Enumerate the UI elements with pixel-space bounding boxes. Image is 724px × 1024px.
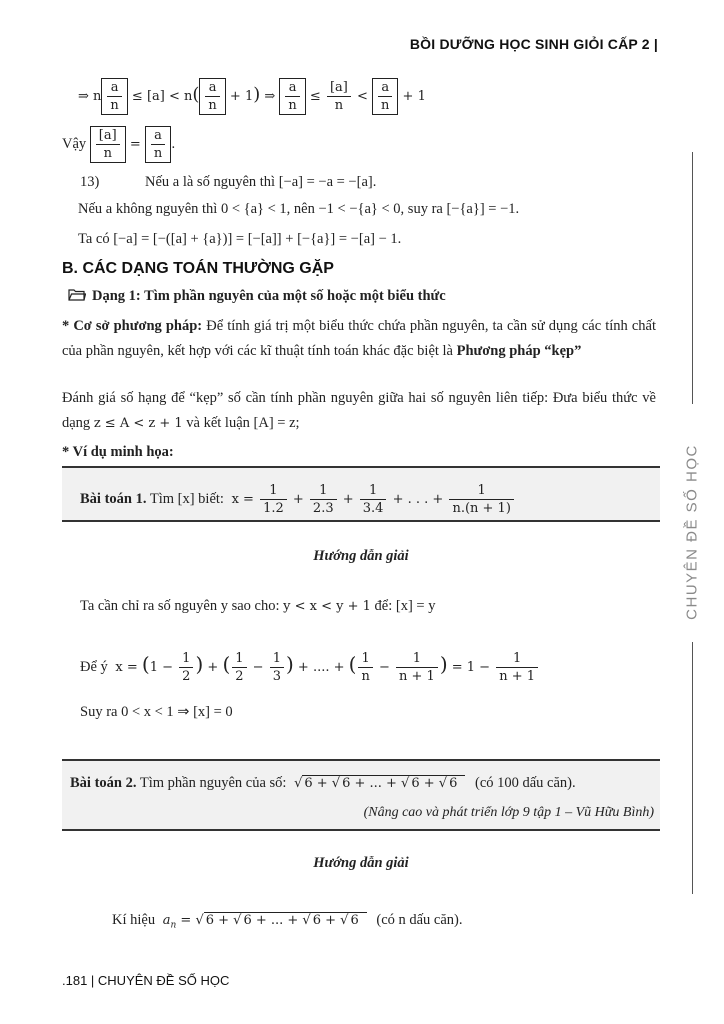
problem-1-statement: Bài toán 1. Tìm [x] biết: x = $\frac{1}{1.2}$ + $\frac{1}{2.3}$ + $\frac{1}{3.4}$ + . . . + $\frac{1}{n.(n + 1)}$ bbox=[80, 482, 516, 517]
method-paragraph: * Cơ sở phương pháp: Để tính giá trị một biểu thức chứa phần nguyên, ta cần sử dụng các tính chất của phần nguyên, kết hợp với các kĩ thuật tính toán khác đặc biệt là Phương pháp “kẹp” bbox=[62, 318, 657, 359]
problem-2-guide-title: Hướng dẫn giải bbox=[313, 855, 409, 871]
problem-1-line-1: Ta cần chỉ ra số nguyên y sao cho: y < x < y + 1 để: [x] = y bbox=[80, 598, 436, 614]
problem-2-box bbox=[62, 759, 660, 831]
intro-formula-1: ⇒ n $\frac{a}{n}$ ≤ [a] < n( $\frac{a}{n}$ + 1) ⇒ $\frac{a}{n}$ ≤ $\frac{[a]}{n}$ < $\frac{a}{n}$ + 1 bbox=[78, 80, 426, 113]
item-13-number: 13) bbox=[80, 174, 100, 190]
problem-2-source: (Nâng cao và phát triển lớp 9 tập 1 – Vũ Hữu Bình) bbox=[363, 805, 654, 820]
side-label: CHUYÊN ĐỀ SỐ HỌC bbox=[683, 444, 701, 620]
estimate-paragraph: Đánh giá số hạng để “kẹp” số cần tính phần nguyên giữa hai số nguyên liên tiếp: Đưa biểu thức về dạng z ≤ A < z + 1 và kết luận [A] = z; bbox=[62, 390, 656, 431]
problem-1-guide-title: Hướng dẫn giải bbox=[313, 548, 409, 564]
problem-2-notation: Kí hiệu $a_n$ = √ 6 + √ 6 + ... + √ 6 + √ 6 (có n dấu căn). bbox=[112, 912, 463, 931]
item-13-text: Nếu a là số nguyên thì [−a] = −a = −[a]. bbox=[145, 174, 377, 190]
problem-1-line-2: Để ý x = (1 − $\frac{1}{2}$ ) + ( $\frac{1}{2}$ − $\frac{1}{3}$ ) + .... + ( $\frac{1}{n}$ − $\frac{1}{n + 1}$ ) = 1 − $\frac{1}{n + 1}$ bbox=[80, 650, 540, 685]
item-13-line-2: Nếu a không nguyên thì 0 < {a} < 1, nên −1 < −{a} < 0, suy ra [−{a}] = −1. bbox=[78, 201, 520, 217]
problem-1-line-3: Suy ra 0 < x < 1 ⇒ [x] = 0 bbox=[80, 704, 233, 720]
problem-1-box bbox=[62, 466, 660, 522]
page-footer: .181 | CHUYÊN ĐỀ SỐ HỌC bbox=[62, 973, 230, 988]
vay-line: Vậy $\frac{[a]}{n}$ = $\frac{a}{n}$ . bbox=[62, 128, 176, 161]
item-13-line-3: Ta có [−a] = [−([a] + {a})] = [−[a]] + [−{a}] = −[a] − 1. bbox=[78, 231, 402, 247]
section-title: B. CÁC DẠNG TOÁN THƯỜNG GẶP bbox=[62, 260, 334, 277]
example-label: * Ví dụ minh họa: bbox=[62, 444, 174, 460]
form-title: Dạng 1: Tìm phần nguyên của một số hoặc một biểu thức bbox=[68, 288, 446, 305]
folder-icon bbox=[68, 288, 86, 301]
side-rule-bottom bbox=[692, 642, 693, 894]
side-rule-top bbox=[692, 152, 693, 404]
vay-label: Vậy bbox=[62, 136, 87, 152]
problem-2-statement: Bài toán 2. Tìm phần nguyên của số: √ 6 + √ 6 + ... + √ 6 + √ 6 (có 100 dấu căn). bbox=[70, 775, 576, 791]
page-header: BỒI DƯỠNG HỌC SINH GIỎI CẤP 2 | bbox=[409, 36, 658, 52]
